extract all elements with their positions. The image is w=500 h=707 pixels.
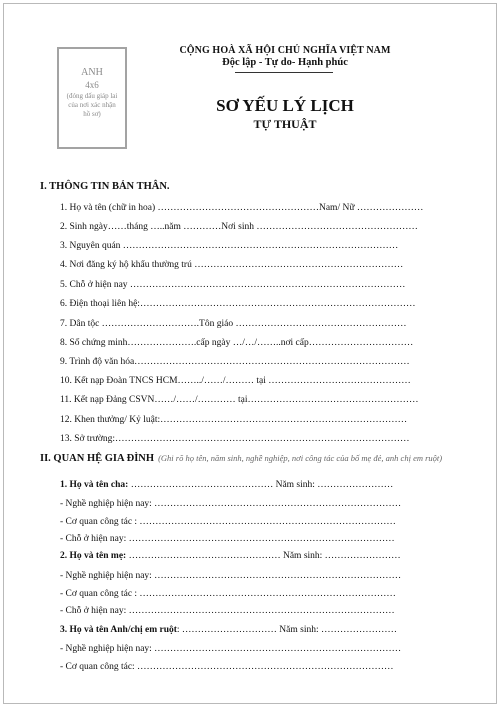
field-phone: 6. Điện thoại liên hệ:……………………………………………………………………………	[60, 299, 416, 309]
field-permanent-residence: 4. Nơi đăng ký hộ khẩu thường trú …………………………………………………………	[60, 260, 404, 270]
document-title: SƠ YẾU LÝ LỊCH	[216, 96, 354, 115]
field-strengths: 13. Sở trường:…………………………………………………………………………………	[60, 434, 410, 444]
father-name-label: 1. Họ và tên cha:	[60, 480, 129, 490]
document-subtitle: TỰ THUẬT	[253, 117, 317, 131]
field-id-number: 8. Số chứng minh………………….cấp ngày …/…/……..nơi cấp……………………………	[60, 338, 414, 348]
field-ethnicity-religion: 7. Dân tộc ………………………….Tôn giáo ………………………………………………	[60, 319, 407, 329]
motto-underline	[235, 72, 333, 73]
mother-name-rest: ………………………………………… Năm sinh: ……………………	[126, 551, 401, 561]
field-birth-date: 2. Sinh ngày……tháng …..năm …………Nơi sinh ……………………………………………	[60, 222, 418, 232]
field-hometown: 3. Nguyên quán ……………………………………………………………………………	[60, 241, 399, 251]
section2-note: (Ghi rõ họ tên, năm sinh, nghề nghiệp, nơi công tác của bố mẹ đẻ, anh chị em ruột)	[158, 453, 443, 463]
field-sibling-name	[60, 624, 397, 636]
field-youth-union: 10. Kết nạp Đoàn TNCS HCM……../……/……… tại ………………………………………	[60, 376, 411, 386]
photo-size: 4x6	[85, 80, 99, 90]
section1-heading: I. THÔNG TIN BẢN THÂN.	[40, 181, 170, 192]
father-name-rest: ……………………………………… Năm sinh: ……………………	[128, 480, 394, 490]
field-rewards-discipline: 12. Khen thưởng/ Kỷ luật:……………………………………………………………………	[60, 415, 408, 425]
field-full-name: 1. Họ và tên (chữ in hoa) ……………………………………………Nam/ Nữ …………………	[60, 203, 424, 213]
photo-note: (đóng dấu giáp lai của nơi xác nhận hồ sơ)	[66, 92, 118, 118]
section2-heading-block	[40, 451, 472, 464]
field-education: 9. Trình độ văn hóa……………………………………………………………………………	[60, 357, 410, 367]
field-father-workplace: - Cơ quan công tác : ………………………………………………………………………	[60, 517, 396, 527]
sibling-name-label: 3. Họ và tên Anh/chị em ruột	[60, 625, 177, 635]
sibling-name-rest: : ………………………… Năm sinh: ……………………	[176, 625, 397, 635]
field-party-membership: 11. Kết nạp Đảng CSVN……/……/………… tại………………………………………………	[60, 395, 419, 405]
field-current-address: 5. Chỗ ở hiện nay ……………………………………………………………………………	[60, 280, 406, 290]
field-mother-address: - Chỗ ở hiện nay: …………………………………………………………………………	[60, 606, 395, 616]
nation-title: CỘNG HOÀ XÃ HỘI CHỦ NGHĨA VIỆT NAM	[179, 45, 391, 56]
field-mother-name	[60, 550, 401, 562]
field-mother-workplace: - Cơ quan công tác : ………………………………………………………………………	[60, 589, 396, 599]
motto: Độc lập - Tự do- Hạnh phúc	[222, 57, 348, 68]
mother-name-label: 2. Họ và tên mẹ:	[60, 551, 127, 561]
field-mother-job: - Nghề nghiệp hiện nay: ……………………………………………………………………	[60, 571, 402, 581]
field-sibling-job: - Nghề nghiệp hiện nay: ……………………………………………………………………	[60, 644, 402, 654]
field-sibling-workplace: - Cơ quan công tác: ………………………………………………………………………	[60, 662, 394, 672]
section2-heading: II. QUAN HỆ GIA ĐÌNH	[40, 453, 155, 464]
photo-placeholder	[57, 47, 127, 149]
field-father-job: - Nghề nghiệp hiện nay: ……………………………………………………………………	[60, 499, 402, 509]
photo-title: ANH	[81, 67, 103, 78]
field-father-name	[60, 479, 393, 491]
field-father-address: - Chỗ ở hiện nay: …………………………………………………………………………	[60, 534, 395, 544]
